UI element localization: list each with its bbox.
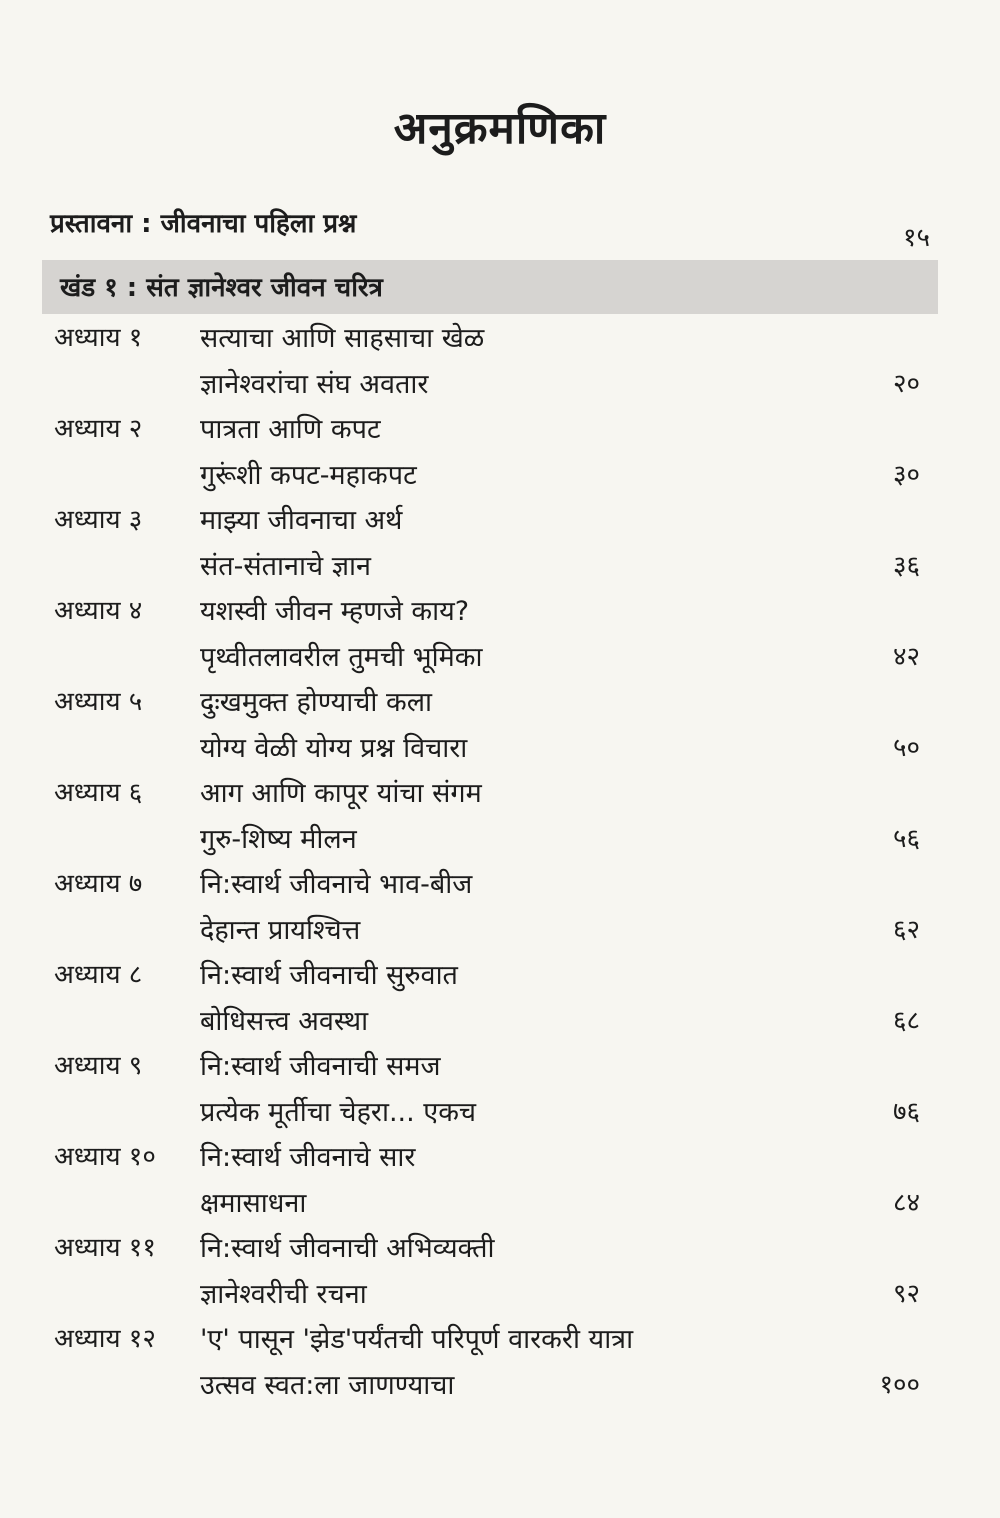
chapter-page-number: ६८ <box>892 1006 920 1036</box>
chapter-title: नि:स्वार्थ जीवनाचे सार <box>200 1142 416 1173</box>
toc-entry <box>0 500 1000 590</box>
chapter-title: सत्याचा आणि साहसाचा खेळ <box>200 323 485 354</box>
chapter-label: अध्याय ९ <box>54 1051 143 1081</box>
toc-entry <box>0 1228 1000 1318</box>
preface-page-number: १५ <box>902 223 930 253</box>
section-label: खंड १ : संत ज्ञानेश्वर जीवन चरित्र <box>60 273 383 303</box>
chapter-subtitle: उत्सव स्वत:ला जाणण्याचा <box>200 1370 455 1401</box>
chapter-page-number: ५० <box>892 733 920 763</box>
chapter-label: अध्याय ६ <box>54 778 143 808</box>
toc-entry <box>0 409 1000 499</box>
chapter-page-number: २० <box>892 369 920 399</box>
chapter-page-number: ५६ <box>892 824 920 854</box>
chapter-label: अध्याय ११ <box>54 1233 156 1263</box>
chapter-page-number: ७६ <box>892 1097 920 1127</box>
chapter-label: अध्याय ४ <box>54 596 143 626</box>
chapter-subtitle: पृथ्वीतलावरील तुमची भूमिका <box>200 642 483 673</box>
preface-label: प्रस्तावना : जीवनाचा पहिला प्रश्न <box>50 209 357 239</box>
toc-entry <box>0 682 1000 772</box>
toc-entry <box>0 1319 1000 1409</box>
toc-entry <box>0 591 1000 681</box>
chapter-title: पात्रता आणि कपट <box>200 414 381 445</box>
chapter-title: 'ए' पासून 'झेड'पर्यंतची परिपूर्ण वारकरी यात्रा <box>200 1324 634 1355</box>
chapter-page-number: ३० <box>892 460 920 490</box>
toc-entry <box>0 864 1000 954</box>
chapter-subtitle: प्रत्येक मूर्तीचा चेहरा... एकच <box>200 1097 477 1128</box>
chapter-label: अध्याय १ <box>54 323 143 353</box>
chapter-title: माझ्या जीवनाचा अर्थ <box>200 505 403 536</box>
chapter-label: अध्याय १२ <box>54 1324 156 1354</box>
chapter-title: नि:स्वार्थ जीवनाची अभिव्यक्ती <box>200 1233 495 1264</box>
chapter-page-number: ९२ <box>892 1279 920 1309</box>
chapter-title: यशस्वी जीवन म्हणजे काय? <box>200 596 470 627</box>
chapter-title: नि:स्वार्थ जीवनाची सुरुवात <box>200 960 458 991</box>
chapter-title: नि:स्वार्थ जीवनाचे भाव-बीज <box>200 869 473 900</box>
toc-entry <box>0 1046 1000 1136</box>
chapter-subtitle: ज्ञानेश्वरीची रचना <box>200 1279 367 1310</box>
chapter-subtitle: ज्ञानेश्वरांचा संघ अवतार <box>200 369 429 400</box>
chapter-subtitle: बोधिसत्त्व अवस्था <box>200 1006 369 1037</box>
chapter-page-number: ४२ <box>892 642 920 672</box>
toc-entry <box>0 955 1000 1045</box>
chapter-subtitle: देहान्त प्रायश्चित्त <box>200 915 361 946</box>
chapter-label: अध्याय ७ <box>54 869 143 899</box>
toc-entry <box>0 1137 1000 1227</box>
chapter-subtitle: क्षमासाधना <box>200 1188 307 1219</box>
chapter-subtitle: संत-संतानाचे ज्ञान <box>200 551 372 582</box>
page-title: अनुक्रमणिका <box>393 103 607 154</box>
chapter-page-number: १०० <box>879 1370 920 1400</box>
chapter-subtitle: गुरु-शिष्य मीलन <box>200 824 357 855</box>
chapter-page-number: ६२ <box>892 915 920 945</box>
chapter-label: अध्याय २ <box>54 414 143 444</box>
chapter-label: अध्याय ८ <box>54 960 143 990</box>
chapter-label: अध्याय ३ <box>54 505 143 535</box>
chapter-subtitle: योग्य वेळी योग्य प्रश्न विचारा <box>200 733 468 764</box>
chapter-title: नि:स्वार्थ जीवनाची समज <box>200 1051 441 1082</box>
chapter-subtitle: गुरूंशी कपट-महाकपट <box>200 460 417 491</box>
chapter-label: अध्याय १० <box>54 1142 156 1172</box>
toc-entry <box>0 773 1000 863</box>
chapter-title: आग आणि कापूर यांचा संगम <box>200 778 482 809</box>
toc-entry <box>0 318 1000 408</box>
chapter-title: दुःखमुक्त होण्याची कला <box>200 687 433 718</box>
chapter-label: अध्याय ५ <box>54 687 143 717</box>
chapter-page-number: ३६ <box>892 551 920 581</box>
chapter-page-number: ८४ <box>892 1188 920 1218</box>
